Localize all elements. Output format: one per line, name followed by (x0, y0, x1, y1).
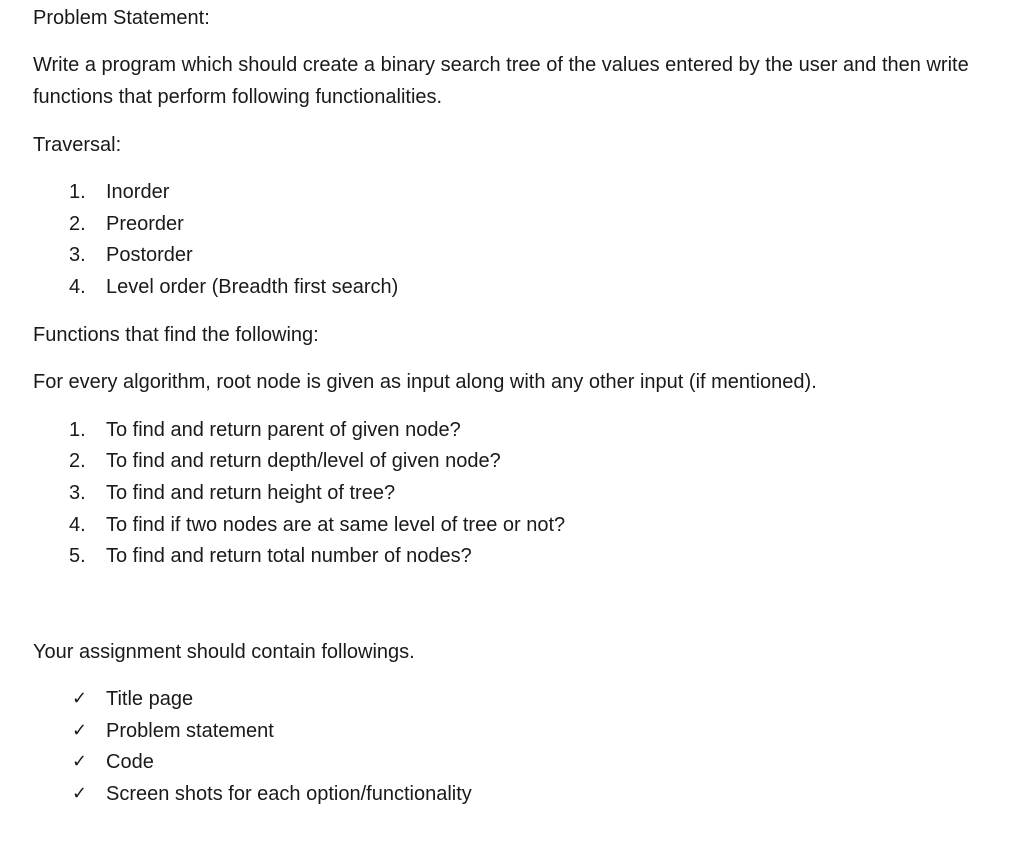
problem-statement-heading: Problem Statement: (33, 7, 210, 29)
list-item-text: To find if two nodes are at same level of tree or not? (106, 514, 566, 536)
intro-paragraph: Write a program which should create a binary search tree of the values entered by the user and then write functions that perform following functionalities. (33, 54, 969, 108)
list-item-text: Inorder (106, 181, 170, 203)
checklist-item-text: Screen shots for each option/functionality (106, 783, 472, 805)
list-item (0, 274, 1012, 300)
list-number: 4. (69, 276, 86, 298)
list-item (0, 480, 1012, 506)
list-item-text: Preorder (106, 213, 184, 235)
list-item (0, 512, 1012, 538)
list-item-text: To find and return height of tree? (106, 482, 396, 504)
checkmark-icon: ✓ (72, 688, 88, 709)
list-item (0, 543, 1012, 569)
checklist-item (0, 749, 1012, 775)
algorithm-note: For every algorithm, root node is given as input along with any other input (if mentioned). (33, 371, 817, 393)
functions-heading: Functions that find the following: (33, 324, 319, 346)
list-item (0, 179, 1012, 205)
checklist-item (0, 686, 1012, 712)
checkmark-icon: ✓ (72, 783, 88, 804)
checklist-item-text: Problem statement (106, 720, 274, 742)
list-item-text: Postorder (106, 244, 193, 266)
list-number: 1. (69, 419, 86, 441)
list-number: 5. (69, 545, 86, 567)
list-number: 2. (69, 213, 86, 235)
checklist-item-text: Title page (106, 688, 194, 710)
list-item-text: Level order (Breadth first search) (106, 276, 399, 298)
checklist-item (0, 718, 1012, 744)
traversal-heading: Traversal: (33, 134, 122, 156)
list-number: 1. (69, 181, 86, 203)
list-number: 2. (69, 450, 86, 472)
list-number: 3. (69, 482, 86, 504)
list-item (0, 211, 1012, 237)
checklist-item (0, 781, 1012, 807)
list-number: 3. (69, 244, 86, 266)
list-item (0, 448, 1012, 474)
checkmark-icon: ✓ (72, 751, 88, 772)
list-item-text: To find and return depth/level of given node? (106, 450, 501, 472)
assignment-heading: Your assignment should contain followings. (33, 641, 415, 663)
list-number: 4. (69, 514, 86, 536)
checkmark-icon: ✓ (72, 720, 88, 741)
list-item-text: To find and return total number of nodes? (106, 545, 472, 567)
list-item-text: To find and return parent of given node? (106, 419, 461, 441)
checklist-item-text: Code (106, 751, 154, 773)
list-item (0, 242, 1012, 268)
list-item (0, 417, 1012, 443)
